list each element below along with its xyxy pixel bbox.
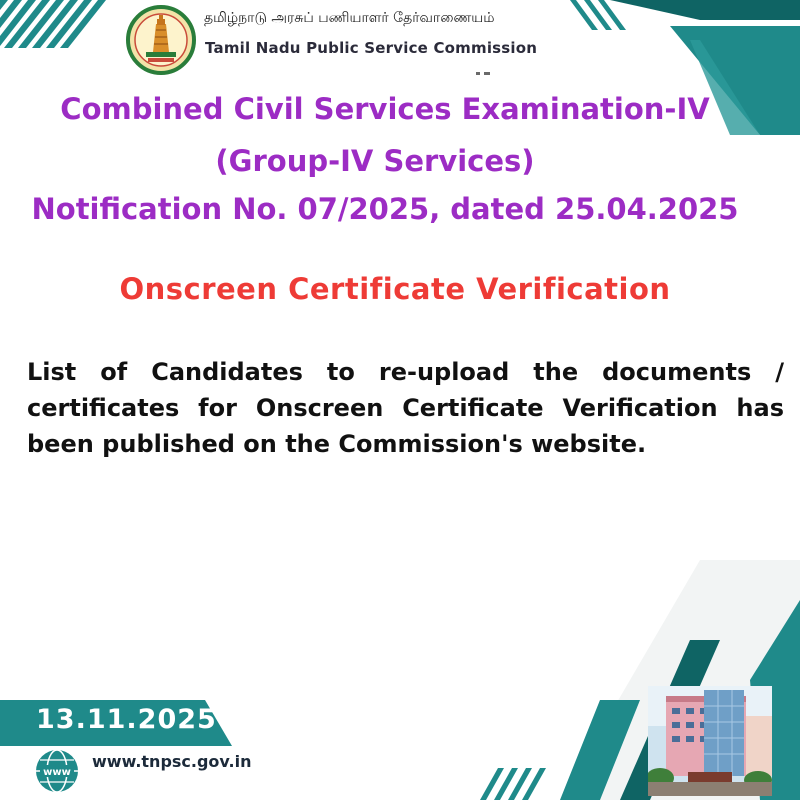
org-name-tamil: தமிழ்நாடு அரசுப் பணியாளர் தேர்வாணையம் (204, 10, 495, 26)
header-dash (484, 72, 490, 75)
org-name-english: Tamil Nadu Public Service Commission (205, 39, 538, 57)
notification-number: Notification No. 07/2025, dated 25.04.2025 (31, 192, 739, 226)
svg-text:www: www (43, 767, 71, 778)
website-link[interactable]: www.tnpsc.gov.in (92, 752, 252, 771)
section-heading: Onscreen Certificate Verification (119, 272, 671, 306)
top-right-stripes (570, 0, 626, 30)
header-dash (476, 72, 480, 75)
bottom-stripes (480, 768, 546, 800)
exam-title: Combined Civil Services Examination-IV (60, 92, 710, 126)
top-left-stripes (0, 0, 106, 48)
tamil-nadu-emblem-icon (126, 4, 196, 76)
publish-date: 13.11.2025 (36, 704, 217, 735)
globe-www-icon (34, 748, 80, 794)
exam-group: (Group-IV Services) (215, 144, 535, 178)
announcement-body: List of Candidates to re-upload the documents / certificates for Onscreen Certificate Verification has been published on the Commission's website. (27, 358, 784, 458)
building-photo (648, 686, 772, 796)
